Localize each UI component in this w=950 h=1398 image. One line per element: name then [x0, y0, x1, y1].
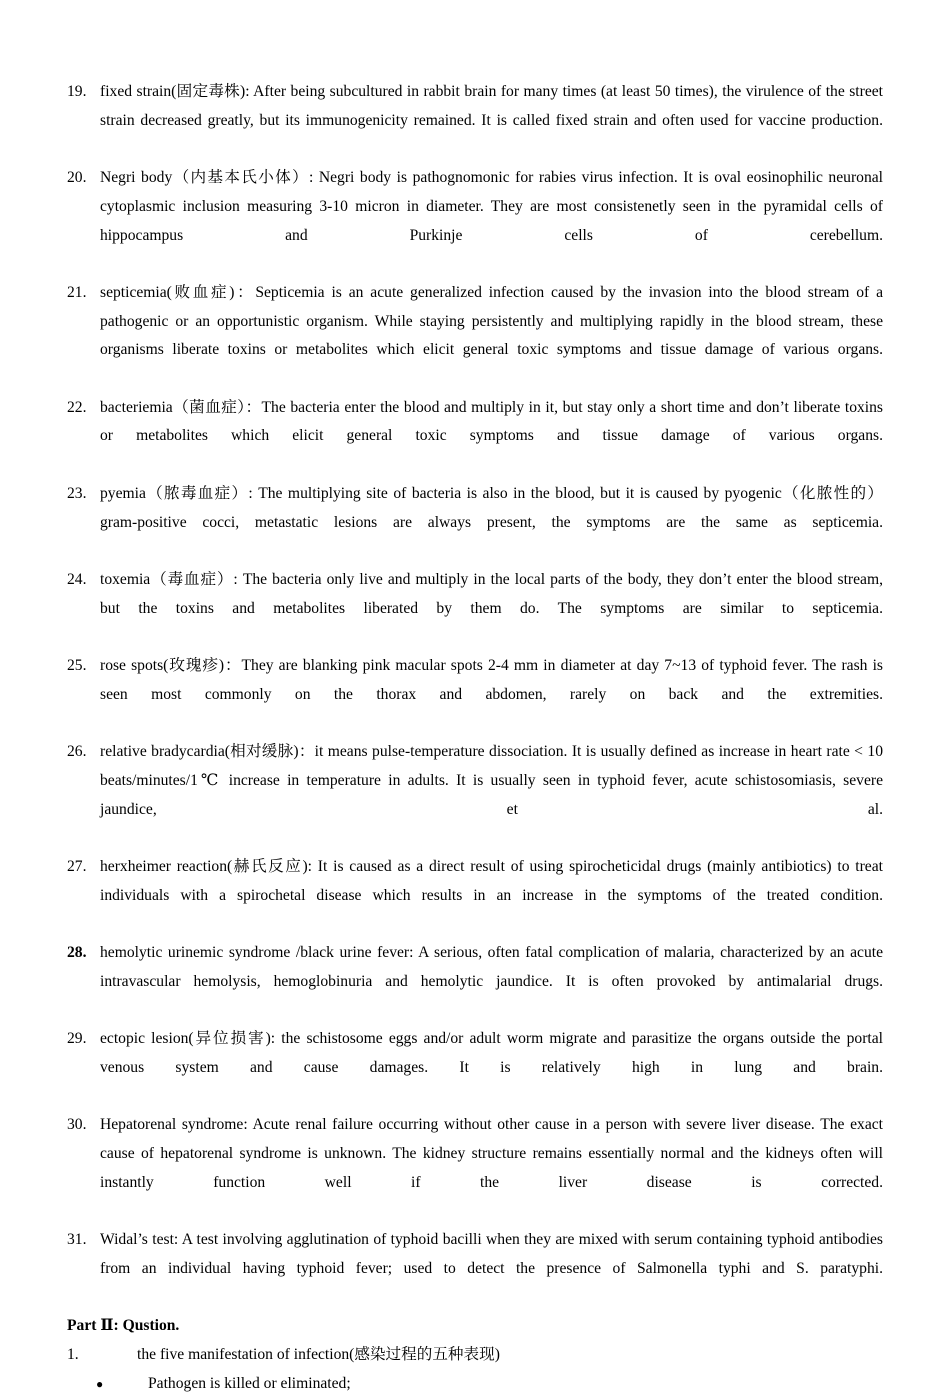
list-item-text: pyemia（脓毒血症）: The multiplying site of bacteria is also in the blood, but it is caused by pyogenic（化脓性的）gram-positive cocci, metastatic lesions are always present, the symptoms are the same as septicemia.	[100, 484, 883, 531]
list-item	[67, 853, 883, 939]
list-item-number: 26.	[67, 743, 87, 761]
question-text: the five manifestation of infection(感染过程的五种表现)	[137, 1345, 500, 1363]
part-heading: Part Ⅱ: Qustion.	[67, 1317, 180, 1335]
list-item-text: Negri body（内基本氏小体）: Negri body is pathognomonic for rabies virus infection. It is oval eosinophilic neuronal cytoplasmic inclusion measuring 3-10 micron in diameter. They are most consistenetly seen in the pyramidal cells of hippocampus and Purkinje cells of cerebellum.	[100, 169, 883, 244]
list-item-text: septicemia(败血症)：Septicemia is an acute generalized infection caused by the invasion into the blood stream of a pathogenic or an opportunistic organism. While staying persistently and multiplying rapidly in the blood stream, these organisms liberate toxins or metabolites which elicit general toxic symptoms and tissue damage of various organs.	[100, 283, 883, 359]
list-item	[67, 1111, 883, 1226]
list-item	[67, 566, 883, 652]
list-item-number: 28.	[67, 944, 87, 962]
list-item-text: rose spots(玫瑰疹)：They are blanking pink macular spots 2-4 mm in diameter at day 7~13 of typhoid fever. The rash is seen most commonly on the thorax and abdomen, rarely on back and the extremities.	[100, 657, 883, 703]
bullet-dot-icon: ●	[96, 1376, 104, 1391]
list-item	[67, 164, 883, 279]
list-item-number: 23.	[67, 484, 87, 502]
list-item-number: 30.	[67, 1116, 87, 1134]
list-item-number: 27.	[67, 857, 87, 875]
question-number: 1.	[67, 1345, 79, 1363]
list-item-number: 31.	[67, 1231, 87, 1249]
list-item-text: ectopic lesion(异位损害): the schistosome eggs and/or adult worm migrate and parasitize the organs outside the portal venous system and cause damages. It is relatively high in lung and brain.	[100, 1030, 883, 1076]
list-item	[67, 738, 883, 853]
list-item	[67, 1025, 883, 1111]
list-item-text: relative bradycardia(相对缓脉)：it means pulse-temperature dissociation. It is usually defined as increase in heart rate < 10 beats/minutes/1℃ increase in temperature in adults. It is usually seen in typhoid fever, acute schistosomiasis, severe jaundice, et al.	[100, 743, 883, 818]
answer-bullet-list	[67, 1370, 883, 1398]
list-item	[67, 78, 883, 164]
list-item-text: toxemia（毒血症）: The bacteria only live and multiply in the local parts of the body, they don’t enter the blood stream, but the toxins and metabolites liberated by them do. The symptoms are similar to septicemia.	[100, 570, 883, 617]
bullet-item-text: Pathogen is killed or eliminated;	[148, 1374, 351, 1392]
list-item-number: 25.	[67, 657, 87, 675]
list-item	[67, 652, 883, 738]
list-item-number: 29.	[67, 1030, 87, 1048]
definition-list	[67, 78, 883, 1312]
list-item-text: fixed strain(固定毒株): After being subcultured in rabbit brain for many times (at least 50 times), the virulence of the street strain decreased greatly, but its immunogenicity remained. It is called fixed strain and often used for vaccine production.	[100, 83, 883, 129]
bullet-list-item	[67, 1370, 883, 1398]
list-item-number: 21.	[67, 283, 87, 301]
list-item-number: 19.	[67, 83, 87, 100]
list-item-text: hemolytic urinemic syndrome /black urine fever: A serious, often fatal complication of malaria, characterized by an acute intravascular hemolysis, hemoglobinuria and hemolytic jaundice. It is often provoked by antimalarial drugs.	[100, 944, 883, 990]
list-item-number: 22.	[67, 398, 87, 416]
question-list	[67, 1341, 883, 1370]
list-item	[67, 279, 883, 394]
list-item-number: 20.	[67, 169, 87, 187]
list-item	[67, 394, 883, 480]
list-item	[67, 1226, 883, 1312]
list-item-text: herxheimer reaction(赫氏反应): It is caused as a direct result of using spirocheticidal drugs (mainly antibiotics) to treat individuals with a spirochetal disease which results in an increase in the symptoms of the treated condition.	[100, 857, 883, 904]
list-item-text: Hepatorenal syndrome: Acute renal failure occurring without other cause in a person with severe liver disease. The exact cause of hepatorenal syndrome is unknown. The kidney structure remains essentially normal and the kidneys often will instantly function well if the liver disease is corrected.	[100, 1116, 883, 1191]
list-item-text: bacteriemia（菌血症）：The bacteria enter the blood and multiply in it, but stay only a short time and don’t liberate toxins or metabolites which elicit general toxic symptoms and tissue damage of various organs.	[100, 398, 883, 445]
list-item	[67, 939, 883, 1025]
list-item	[67, 480, 883, 566]
question-item	[67, 1341, 883, 1370]
list-item-text: Widal’s test: A test involving agglutination of typhoid bacilli when they are mixed with serum containing typhoid antibodies from an individual having typhoid fever; used to detect the presence of Salmonella typhi and S. paratyphi.	[100, 1231, 883, 1277]
list-item-number: 24.	[67, 570, 87, 588]
